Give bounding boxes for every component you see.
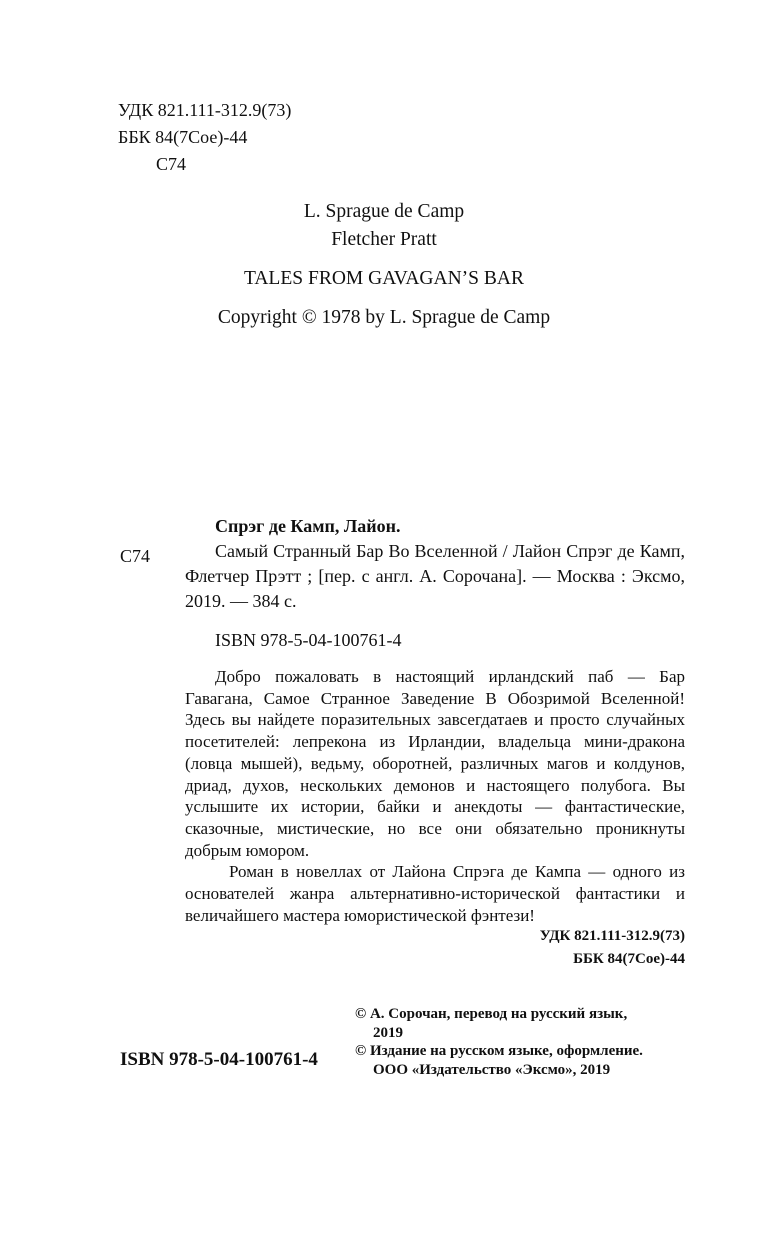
annotation-paragraph-2: Роман в новеллах от Лайона Спрэга де Кампа — одного из основателей жанра альтернативно-исторической фантастики и величайшего мастера юмористической фэнтези!: [185, 862, 685, 925]
edition-copyright-line: © Издание на русском языке, оформление.: [355, 1043, 643, 1059]
udk-code-right: УДК 821.111-312.9(73): [539, 928, 685, 944]
catalog-author-heading: Спрэг де Камп, Лайон.: [215, 516, 401, 536]
original-title-block: [0, 198, 768, 332]
original-title: TALES FROM GAVAGAN’S BAR: [244, 268, 524, 289]
translation-copyright-year: 2019: [373, 1024, 403, 1041]
footer-isbn: ISBN 978-5-04-100761-4: [120, 1049, 318, 1070]
catalog-margin-code: С74: [120, 546, 151, 566]
bibliographic-description: Самый Странный Бар Во Вселенной / Лайон Спрэг де Камп, Флетчер Прэтт ; [пер. с англ. А. Сорочана]. — Москва : Эксмо, 2019. — 384 с.: [185, 541, 685, 611]
catalog-code: С74: [156, 154, 187, 174]
publisher-line: ООО «Издательство «Эксмо», 2019: [373, 1061, 611, 1078]
udk-code: УДК 821.111-312.9(73): [118, 100, 292, 120]
footer-copyright-block: [355, 1005, 695, 1079]
original-copyright-line: Copyright © 1978 by L. Sprague de Camp: [217, 307, 551, 328]
isbn-line: ISBN 978-5-04-100761-4: [215, 630, 402, 650]
author-name-1: L. Sprague de Camp: [303, 201, 465, 222]
translation-copyright-line: © А. Сорочан, перевод на русский язык,: [355, 1006, 628, 1022]
bbk-code-right: ББК 84(7Сое)-44: [573, 951, 685, 967]
top-codes-block: [118, 97, 291, 178]
annotation-paragraph-1: Добро пожаловать в настоящий ирландский паб — Бар Гавагана, Самое Странное Заведение В Обозримой Вселенной! Здесь вы найдете поразительных завсегдатаев и просто случайных посетителей: лепрекона из Ирландии, владельца мини-дракона (ловца мышей), ведьму, оборотней, различных магов и колдунов, дриад, духов, нескольких демонов и настоящего полубога. Вы услышите их истории, байки и анекдоты — фантастические, сказочные, мистические, но все они обязательно проникнуты добрым юмором.: [185, 667, 685, 860]
catalog-card: [185, 514, 685, 926]
bbk-code: ББК 84(7Сое)-44: [118, 127, 248, 147]
author-name-2: Fletcher Pratt: [331, 229, 437, 250]
right-codes-block: [540, 925, 685, 971]
